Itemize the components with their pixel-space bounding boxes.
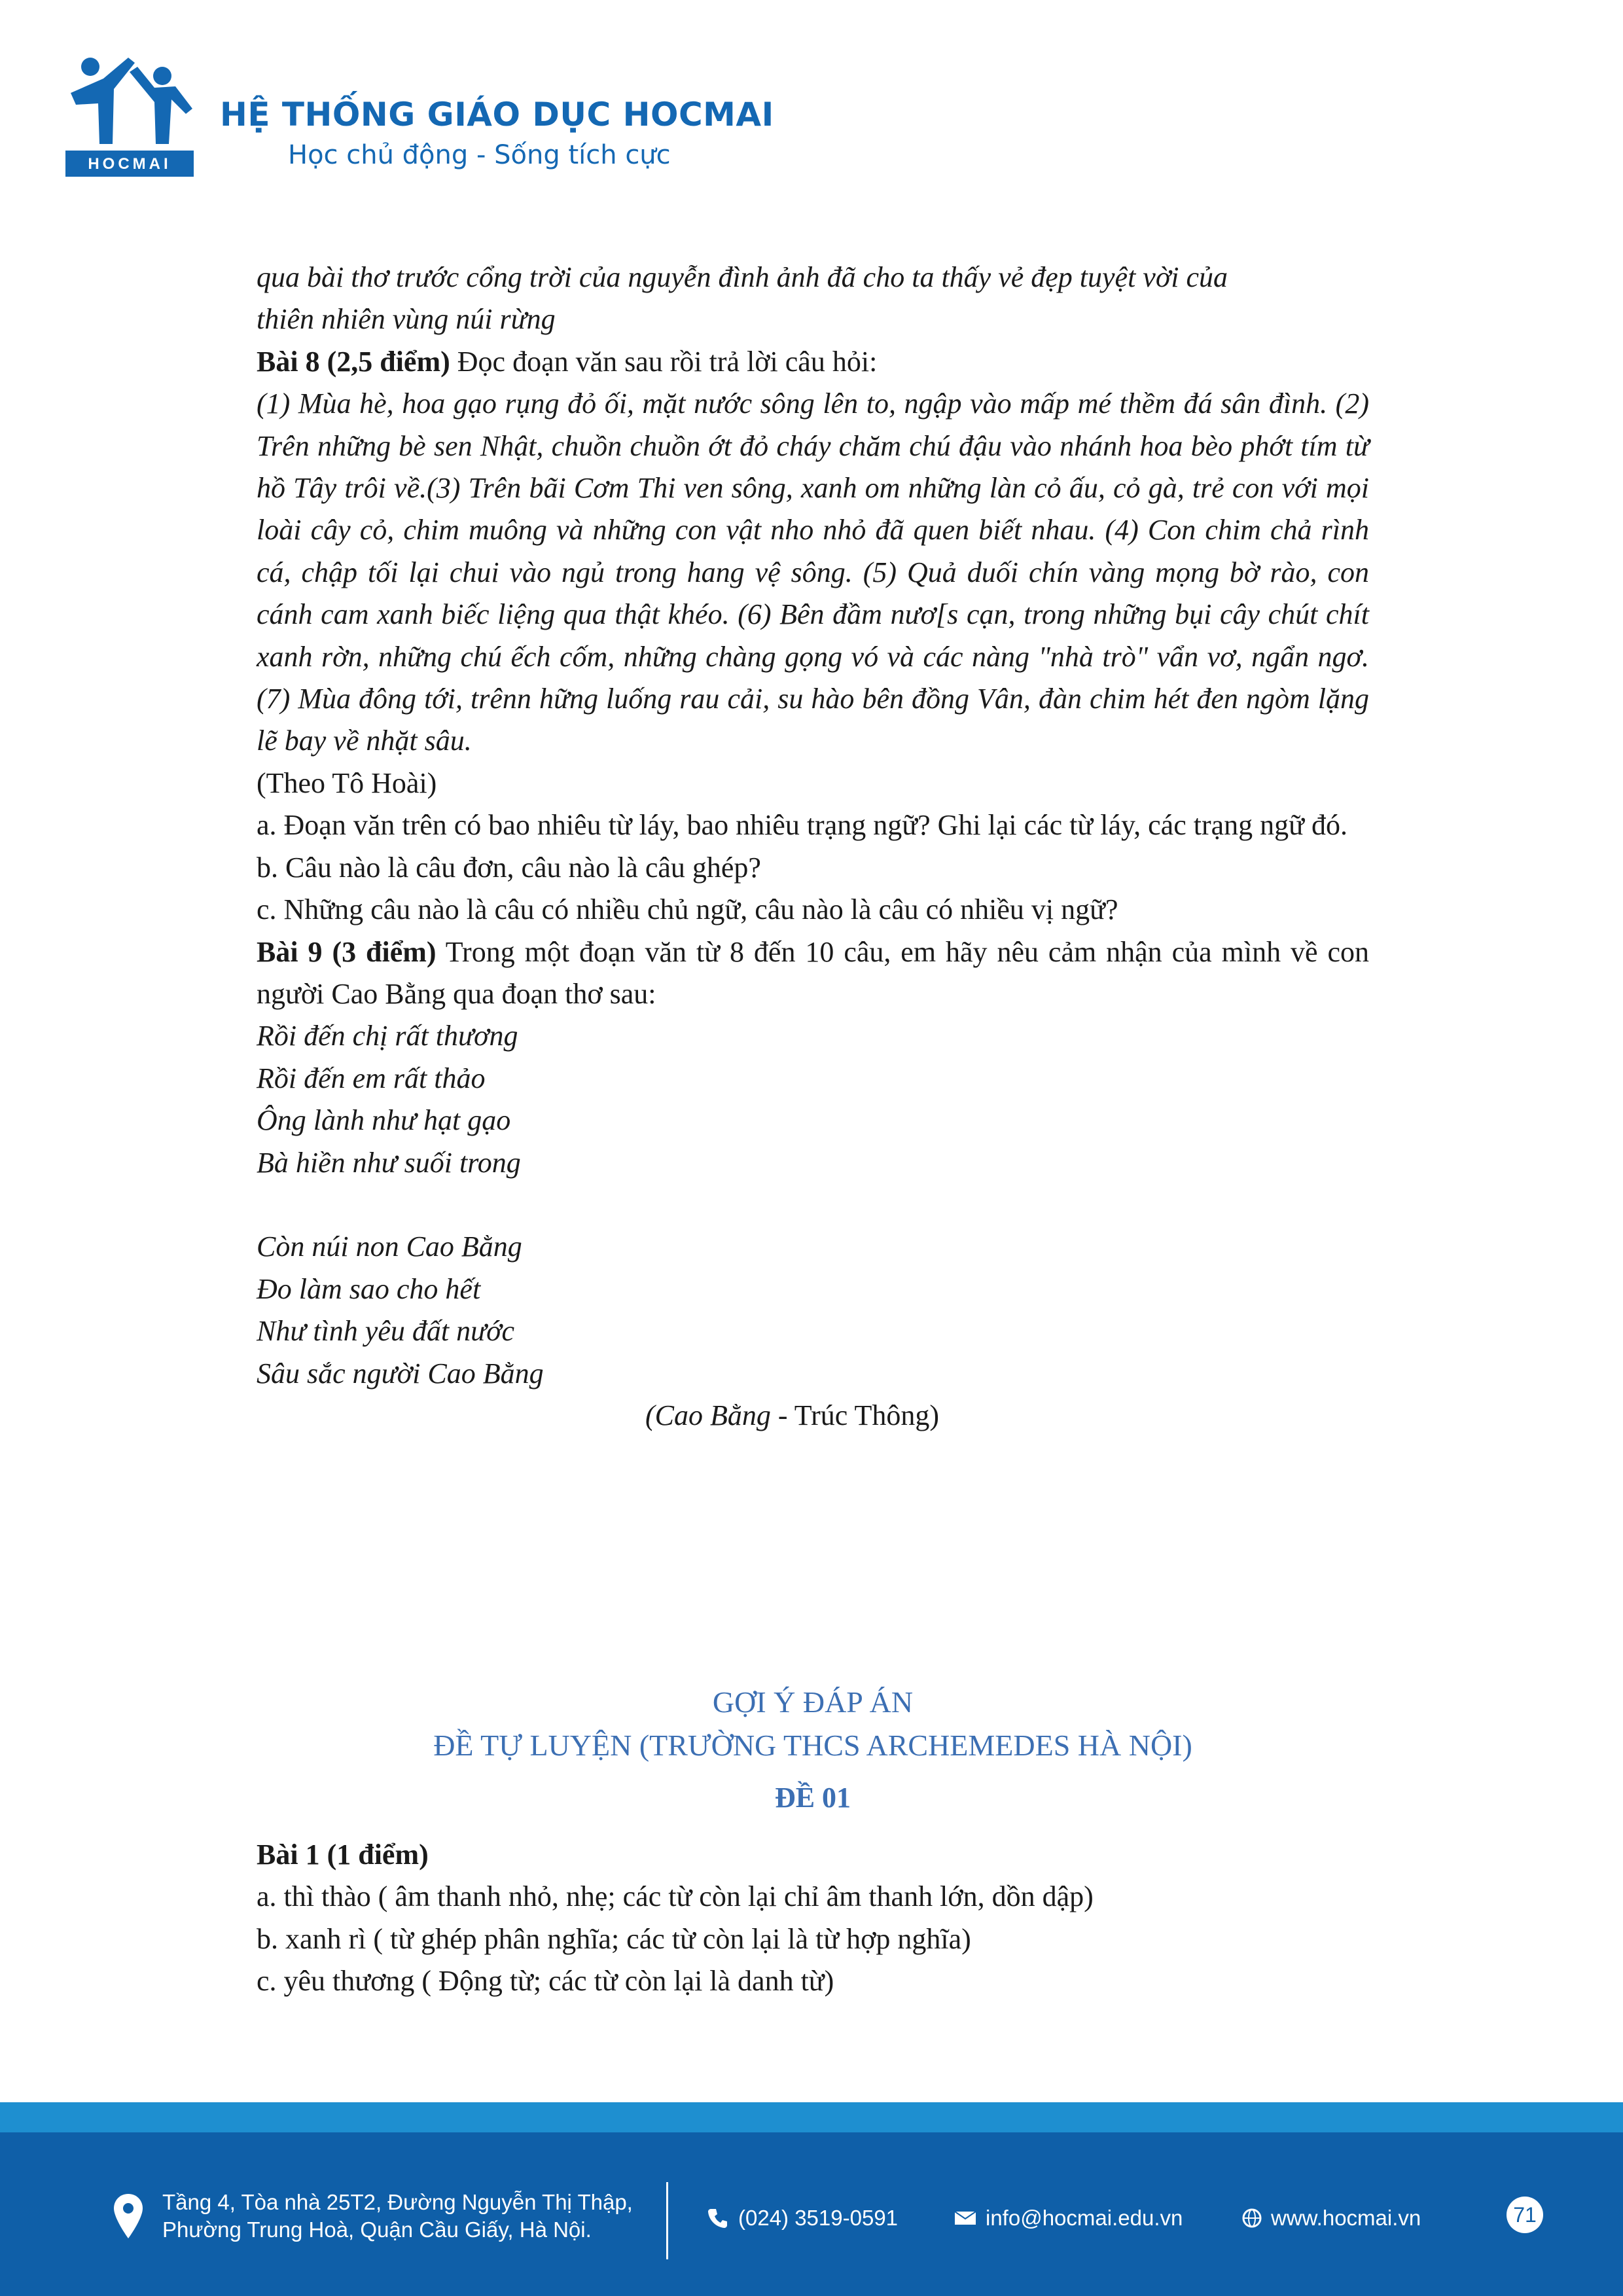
logo-text: HOCMAI <box>88 155 171 173</box>
bai8-passage: (1) Mùa hè, hoa gạo rụng đỏ ối, mặt nước sông lên to, ngập vào mấp mé thềm đá sân đình. (2) Trên những bè sen Nhật, chuồn chuồn ớt đỏ cháy chăm chú đậu vào nhánh hoa bèo phớt tím từ hồ Tây trôi về.(3) Trên bãi Cơm Thi ven sông, xanh om những làn cỏ ấu, cỏ gà, trẻ con với mọi loài cây cỏ, chim muông và những con vật nho nhỏ đã quen biết nhau. (4) Con chim chả rình cá, chập tối lại chui vào ngủ trong hang vệ sông. (5) Quả duối chín vàng mọng bờ rào, con cánh cam xanh biếc liệng qua thật khéo. (6) Bên đầm nươ[s cạn, trong những bụi cây chút chít xanh rờn, những chú ếch cốm, những chàng gọng vó và các nàng "nhà trò" vẩn vơ, ngẩn ngơ. (7) Mùa đông tới, trênn hững luống rau cải, su hào bên đồng Vân, đàn chim hét đen ngòm lặng lẽ bay về nhặt sâu. <box>257 387 1369 757</box>
answer-subheading: ĐỀ TỰ LUYỆN (TRƯỜNG THCS ARCHEMEDES HÀ NỘI) <box>433 1729 1192 1762</box>
footer-phone[interactable] <box>707 2206 898 2231</box>
poem-line: Rồi đến em rất thảo <box>257 1062 486 1094</box>
footer-website[interactable] <box>1242 2206 1421 2231</box>
poem-line: Ông lành như hạt gạo <box>257 1104 511 1137</box>
footer <box>0 2132 1623 2296</box>
passage-source: (Theo Tô Hoài) <box>257 766 437 799</box>
poem-line: Sâu sắc người Cao Bằng <box>257 1357 544 1390</box>
footer-email[interactable] <box>954 2206 1183 2231</box>
footer-divider <box>666 2182 668 2259</box>
phone-number[interactable]: (024) 3519-0591 <box>738 2206 899 2230</box>
bai8-label: Bài 8 (2,5 điểm) <box>257 345 450 378</box>
bai9-label: Bài 9 (3 điểm) <box>257 935 437 968</box>
bai1-label: Bài 1 (1 điểm) <box>257 1839 429 1871</box>
bai8-prompt: Đọc đoạn văn sau rồi trả lời câu hỏi: <box>450 345 878 378</box>
poem-source <box>645 1395 1369 1437</box>
intro-line: qua bài thơ trước cổng trời của nguyễn đình ảnh đã cho ta thấy vẻ đẹp tuyệt vời của <box>257 261 1228 293</box>
poem-line: Như tình yêu đất nước <box>257 1315 515 1348</box>
footer-stripe <box>0 2102 1623 2132</box>
poem-source-title: (Cao Bằng <box>645 1399 771 1431</box>
website-url[interactable]: www.hocmai.vn <box>1271 2206 1421 2230</box>
poem-line: Bà hiền như suối trong <box>257 1146 521 1179</box>
address-line: Tầng 4, Tòa nhà 25T2, Đường Nguyễn Thị Thập, <box>162 2190 633 2214</box>
brand-title: HỆ THỐNG GIÁO DỤC HOCMAI <box>220 96 774 134</box>
stanza-gap <box>257 1184 1369 1226</box>
footer-address <box>113 2189 633 2244</box>
phone-icon <box>707 2207 729 2229</box>
question-b: b. Câu nào là câu đơn, câu nào là câu ghép? <box>257 851 761 884</box>
answer-item: c. yêu thương ( Động từ; các từ còn lại là danh từ) <box>257 1965 834 1998</box>
intro-line: thiên nhiên vùng núi rừng <box>257 303 556 336</box>
poem-source-author: - Trúc Thông) <box>770 1399 939 1431</box>
bai9-heading <box>257 931 1369 1016</box>
answer-section <box>257 1681 1369 2003</box>
address-line: Phường Trung Hoà, Quận Cầu Giấy, Hà Nội. <box>162 2217 592 2242</box>
question-c: c. Những câu nào là câu có nhiều chủ ngữ, câu nào là câu có nhiều vị ngữ? <box>257 893 1118 926</box>
email-address[interactable]: info@hocmai.edu.vn <box>986 2206 1183 2230</box>
poem-line: Còn núi non Cao Bằng <box>257 1230 522 1263</box>
bai8-heading <box>257 341 1369 383</box>
answer-item: a. thì thào ( âm thanh nhỏ, nhẹ; các từ còn lại chỉ âm thanh lớn, dồn dập) <box>257 1880 1094 1913</box>
poem-line: Rồi đến chị rất thương <box>257 1020 518 1052</box>
answer-body <box>257 1834 1369 2003</box>
answer-heading: GỢI Ý ĐÁP ÁN <box>712 1685 914 1719</box>
question-a: a. Đoạn văn trên có bao nhiêu từ láy, bao nhiêu trạng ngữ? Ghi lại các từ láy, các trạng ngữ đó. <box>257 809 1347 842</box>
poem-line: Đo làm sao cho hết <box>257 1272 481 1305</box>
page-number: 71 <box>1507 2197 1543 2233</box>
email-icon <box>954 2210 976 2227</box>
answer-item: b. xanh rì ( từ ghép phân nghĩa; các từ còn lại là từ hợp nghĩa) <box>257 1922 971 1955</box>
brand-tagline: Học chủ động - Sống tích cực <box>288 140 671 170</box>
bai9-prompt: Trong một đoạn văn từ 8 đến 10 câu, em hãy nêu cảm nhận của mình về con người Cao Bằng qua đoạn thơ sau: <box>257 935 1369 1010</box>
location-pin-icon <box>113 2193 144 2240</box>
exam-number: ĐỀ 01 <box>774 1782 851 1814</box>
hocmai-logo <box>64 52 195 178</box>
document-body <box>257 257 1369 1437</box>
globe-icon <box>1242 2208 1262 2228</box>
